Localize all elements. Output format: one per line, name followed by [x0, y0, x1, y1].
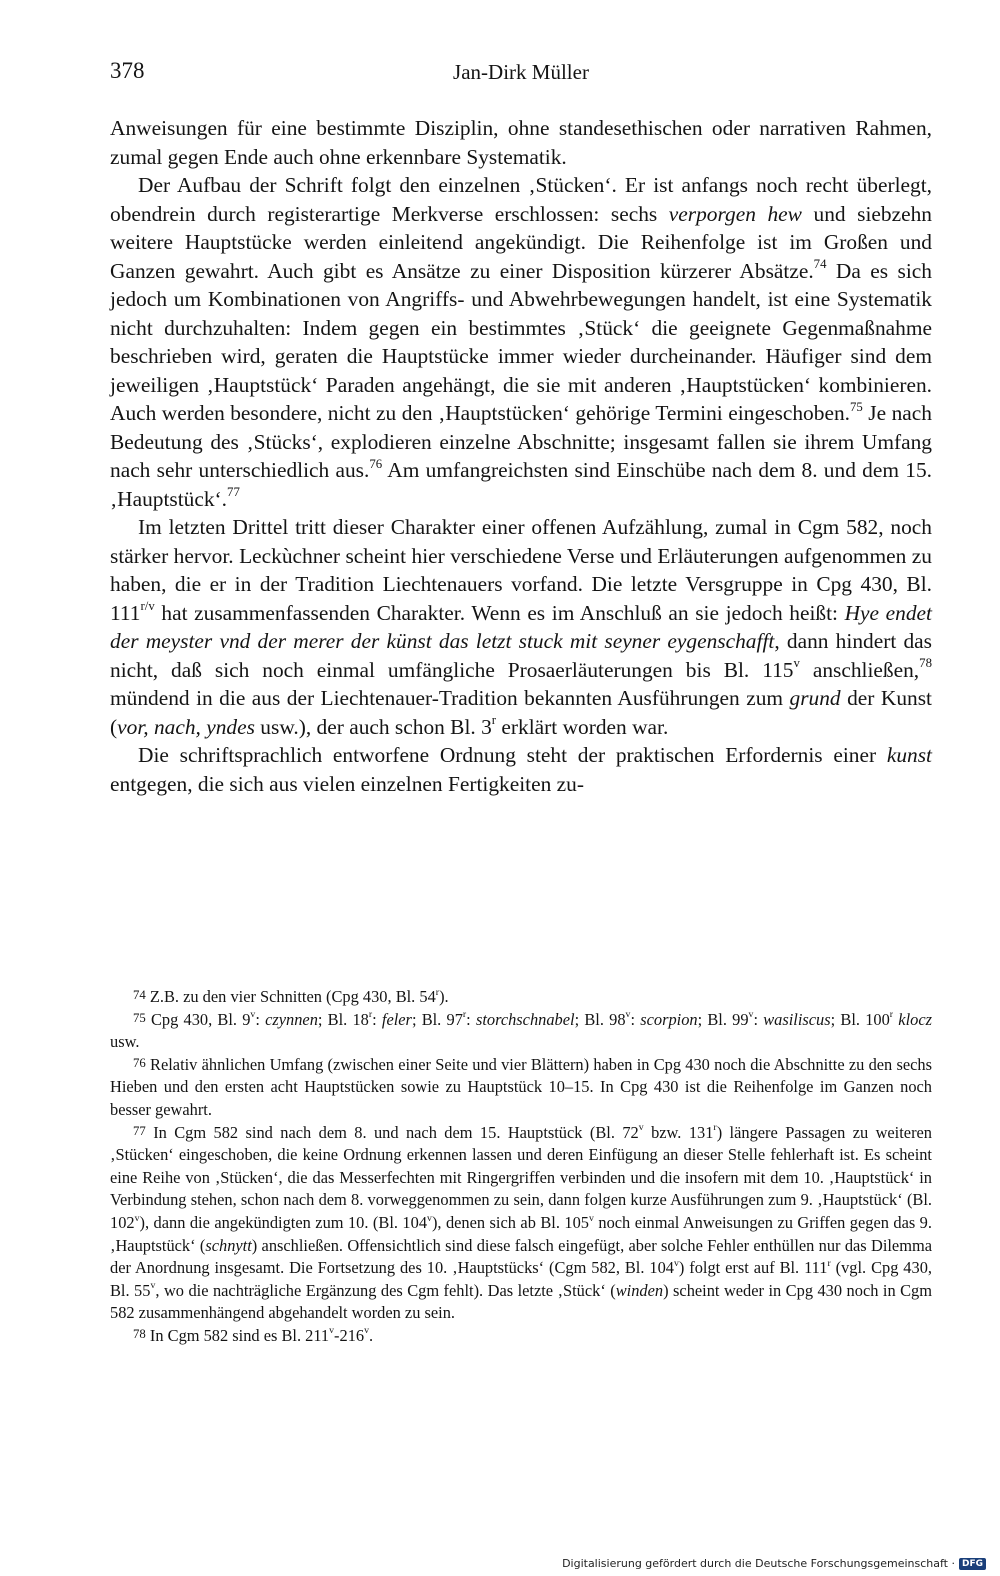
page-number: 378: [110, 58, 145, 83]
paragraph: Die schriftsprachlich entworfene Ordnung steht der praktischen Erfordernis einer kunst entgegen, die sich aus vielen einzelnen Fertigkeiten zu-: [110, 743, 932, 796]
dfg-logo: DFG: [959, 1558, 986, 1570]
footnote: $^{74}$ Z.B. zu den vier Schnitten (Cpg 430, Bl. 54$^r$).: [133, 986, 449, 1006]
page-header: [110, 58, 932, 90]
paragraph: Anweisungen für eine bestimmte Disziplin, ohne standesethischen oder narrativen Rahmen, zumal gegen Ende auch ohne erkennbare Systematik.: [110, 116, 932, 169]
paragraph: Der Aufbau der Schrift folgt den einzelnen ‚Stücken‘. Er ist anfangs noch recht überlegt, obendrein durch registerartige Merkverse erschlossen: sechs verporgen hew und siebzehn weitere Hauptstücke werden einleitend angekündigt. Die Reihenfolge ist im Großen und Ganzen gewahrt. Auch gibt es Ansätze zu einer Disposition kürzerer Absätze.$^{74}$ Da es sich jedoch um Kombinationen von Angriffs- und Abwehrbewegungen handelt, ist eine Systematik nicht durchzuhalten: Indem gegen ein bestimmtes ‚Stück‘ die geeignete Gegenmaßnahme beschrieben wird, geraten die Hauptstücke immer wieder durcheinander. Häufiger sind dem jeweiligen ‚Hauptstück‘ Paraden angehängt, die sie mit anderen ‚Hauptstücken‘ kombinieren. Auch werden besondere, nicht zu den ‚Hauptstücken‘ gehörige Termini eingeschoben.$^{75}$ Je nach Bedeutung des ‚Stücks‘, explodieren einzelne Abschnitte; insgesamt fallen sie ihrem Umfang nach sehr unterschiedlich aus.$^{76}$ Am umfangreichsten sind Einschübe nach dem 8. und dem 15. ‚Hauptstück‘.$^{77}$: [110, 173, 932, 511]
footnote-ref: 78: [919, 656, 932, 671]
footnote-ref: 76: [369, 456, 383, 471]
footnote: $^{76}$ Relativ ähnlichen Umfang (zwischen einer Seite und vier Blättern) haben in Cpg 430 noch die Abschnitte zu den sechs Hieben und den ersten acht Hauptstücken sowie zu Hauptstück 10–15. In Cpg 430 ist die Reihenfolge im Ganzen noch besser gewahrt.: [110, 1054, 932, 1119]
credit-text: Digitalisierung gefördert durch die Deutsche Forschungsgemeinschaft ·: [562, 1557, 955, 1570]
footnote-ref: 75: [850, 399, 863, 414]
body-text: [110, 114, 932, 798]
footnote: $^{78}$ In Cgm 582 sind es Bl. 211$^v$-216$^v$.: [133, 1325, 374, 1345]
footnote: $^{75}$ Cpg 430, Bl. 9$^v$: czynnen; Bl. 18$^r$: feler; Bl. 97$^r$: storchschnabel; Bl. 98$^v$: scorpion; Bl. 99$^v$: wasiliscus; Bl. 100$^r$ klocz usw.: [110, 1009, 932, 1052]
footnotes: [110, 986, 932, 1348]
footnote: $^{77}$ In Cgm 582 sind nach dem 8. und nach dem 15. Hauptstück (Bl. 72$^v$ bzw. 131$^r$) längere Passagen zu weiteren ‚Stücken‘ eingeschoben, die keine Ordnung erkennen lassen und deren Einfügung an dieser Stelle fehlerhaft ist. Es scheint eine Reihe von ‚Stücken‘, die das Messerfechten mit Ringergriffen verbinden und die insofern mit dem 10. ‚Hauptstück‘ in Verbindung stehen, schon nach dem 8. vorweggenommen zu sein, dann folgen kurze Ausführungen zum 9. ‚Hauptstück‘ (Bl. 102$^v$), dann die angekündigten zum 10. (Bl. 104$^v$), denen sich ab Bl. 105$^v$ noch einmal Anweisungen zu Griffen gegen das 9. ‚Hauptstück‘ (schnytt) anschließen. Offensichtlich sind diese falsch eingefügt, aber solche Fehler enthüllen nur das Dilemma der Anordnung insgesamt. Die Fortsetzung des 10. ‚Hauptstücks‘ (Cgm 582, Bl. 104$^v$) folgt erst auf Bl. 111$^r$ (vgl. Cpg 430, Bl. 55$^v$, wo die nachträgliche Ergänzung des Cgm fehlt). Das letzte ‚Stück‘ (winden) scheint weder in Cpg 430 noch in Cgm 582 zusammenhängend abgehandelt worden zu sein.: [110, 1122, 932, 1323]
digitization-credit: [562, 1557, 986, 1570]
footnote-ref: 77: [227, 485, 240, 500]
running-head: Jan-Dirk Müller: [453, 60, 589, 84]
paragraph: Im letzten Drittel tritt dieser Charakter einer offenen Aufzählung, zumal in Cgm 582, noch stärker hervor. Leckùchner scheint hier verschiedene Verse und Erläuterungen aufgenommen zu haben, die er in der Tradition Liechtenauers vorfand. Die letzte Versgruppe in Cpg 430, Bl. $111^{r/v}$ hat zusammenfassenden Charakter. Wenn es im Anschluß an sie jedoch heißt: Hye endet der meyster vnd der merer der künst das letzt stuck mit seyner eygenschafft, dann hindert das nicht, daß sich noch einmal umfängliche Prosaerläuterungen bis Bl. 115$^v$ anschließen,$^{78}$ mündend in die aus der Liechtenauer-Tradition bekannten Ausführungen zum grund der Kunst (vor, nach, yndes usw.), der auch schon Bl. 3$^r$ erklärt worden war.: [110, 515, 932, 739]
footnote-ref: 74: [813, 257, 827, 272]
